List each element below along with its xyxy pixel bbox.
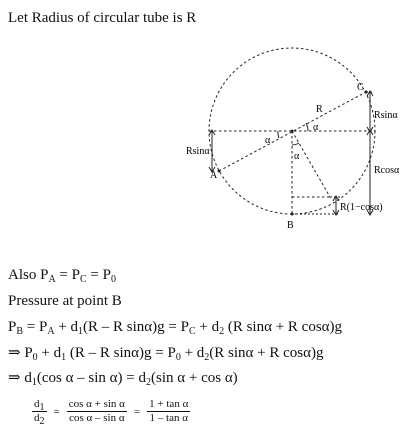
fraction-d1-d2: $\frac{d_1}{d_2}$ (34, 398, 45, 427)
equation-3: ⇒ $d_1(\cos$ $\alpha - \sin \alpha) = d_2(\sin$ α + cos α) (8, 370, 238, 388)
line-pressure-equal: Also $P_A = P_C = P_0$ (8, 267, 116, 285)
inclined-radius (292, 131, 330, 197)
label-alpha-left: α (265, 135, 271, 146)
equation-ratio: $\frac{d_1}{d_2}$ = $\frac{\text{cos α + sin α}}{\text{cos α – sin α}}$ = $\frac{\text{1 + tan α}}{\text{1 – tan α}}$ (34, 398, 189, 427)
label-rcos: Rcosα (374, 165, 400, 176)
label-r: R (316, 104, 323, 115)
equation-2: ⇒ $P_0 + d_1$ (R – R $\sin\alpha)g = P_0 + d_2(R$ sinα + R cosα)g (8, 345, 324, 363)
line-pressure-b: Pressure at point B (8, 293, 122, 309)
label-alpha-bottom: α (294, 151, 300, 162)
fraction-cos-sin: $\frac{\text{cos α + sin α}}{\text{cos α – sin α}}$ (68, 398, 125, 424)
intro-text: Let Radius of circular tube is R (8, 10, 197, 26)
label-alpha-right: α (313, 122, 319, 133)
label-a: A (210, 170, 218, 181)
fraction-tan: $\frac{\text{1 + tan α}}{\text{1 – tan α}}$ (149, 398, 189, 424)
equation-1: $P_B = P_A + d_1(R - R$ $\sin\alpha)g = P_C + d_2$ (R sinα + R cosα)g (8, 319, 343, 337)
label-rsin-left: Rsinα (186, 146, 210, 157)
label-c: C (357, 82, 364, 93)
label-r1mcos: R(1−cosα) (340, 202, 383, 213)
label-rsin-right: Rsinα (374, 110, 398, 121)
label-b: B (287, 220, 294, 231)
